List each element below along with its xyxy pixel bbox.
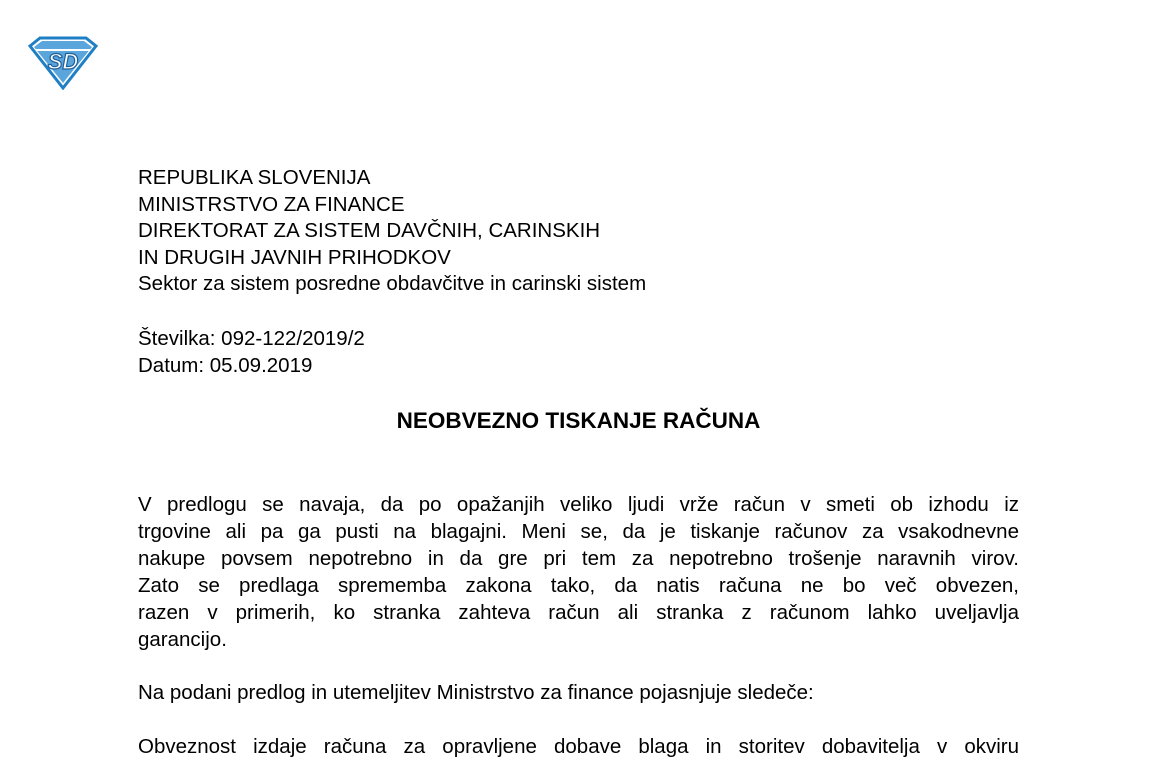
paragraph-line: Obveznost izdaje računa za opravljene dobave blaga in storitev dobavitelja v okviru: [138, 735, 1019, 758]
document-title: NEOBVEZNO TISKANJE RAČUNA: [396, 408, 761, 433]
paragraph-line: V predlogu se navaja, da po opažanjih veliko ljudi vrže račun v smeti ob izhodu iz: [138, 493, 1019, 516]
paragraph-line: Na podani predlog in utemeljitev Ministrstvo za finance pojasnjuje sledeče:: [138, 681, 814, 704]
document-date: Datum: 05.09.2019: [138, 354, 313, 377]
reference-block: [138, 325, 365, 379]
body-paragraph-2: [138, 679, 1019, 706]
svg-text:SD: SD: [47, 49, 79, 74]
sd-diamond-logo-icon: [26, 36, 100, 90]
body-paragraph-1: [138, 491, 1019, 653]
document-number: Številka: 092-122/2019/2: [138, 327, 365, 350]
issuer-header: [138, 165, 646, 298]
header-line-ministry: MINISTRSTVO ZA FINANCE: [138, 192, 405, 216]
header-line-country: REPUBLIKA SLOVENIJA: [138, 166, 371, 189]
paragraph-line: trgovine ali pa ga pusti na blagajni. Meni se, da je tiskanje računov za vsakodnevne: [138, 520, 1019, 543]
header-line-directorate: DIREKTORAT ZA SISTEM DAVČNIH, CARINSKIH: [138, 219, 601, 242]
paragraph-line: nakupe povsem nepotrebno in da gre pri tem za nepotrebno trošenje naravnih virov.: [138, 547, 1019, 570]
paragraph-line: Zato se predlaga sprememba zakona tako, da natis računa ne bo več obvezen,: [138, 574, 1019, 597]
header-line-sector: Sektor za sistem posredne obdavčitve in carinski sistem: [138, 272, 647, 295]
paragraph-line: razen v primerih, ko stranka zahteva račun ali stranka z računom lahko uveljavlja: [138, 601, 1019, 624]
header-line-directorate-cont: IN DRUGIH JAVNIH PRIHODKOV: [138, 245, 451, 269]
paragraph-line: garancijo.: [138, 628, 227, 651]
body-paragraph-3: [138, 733, 1019, 760]
